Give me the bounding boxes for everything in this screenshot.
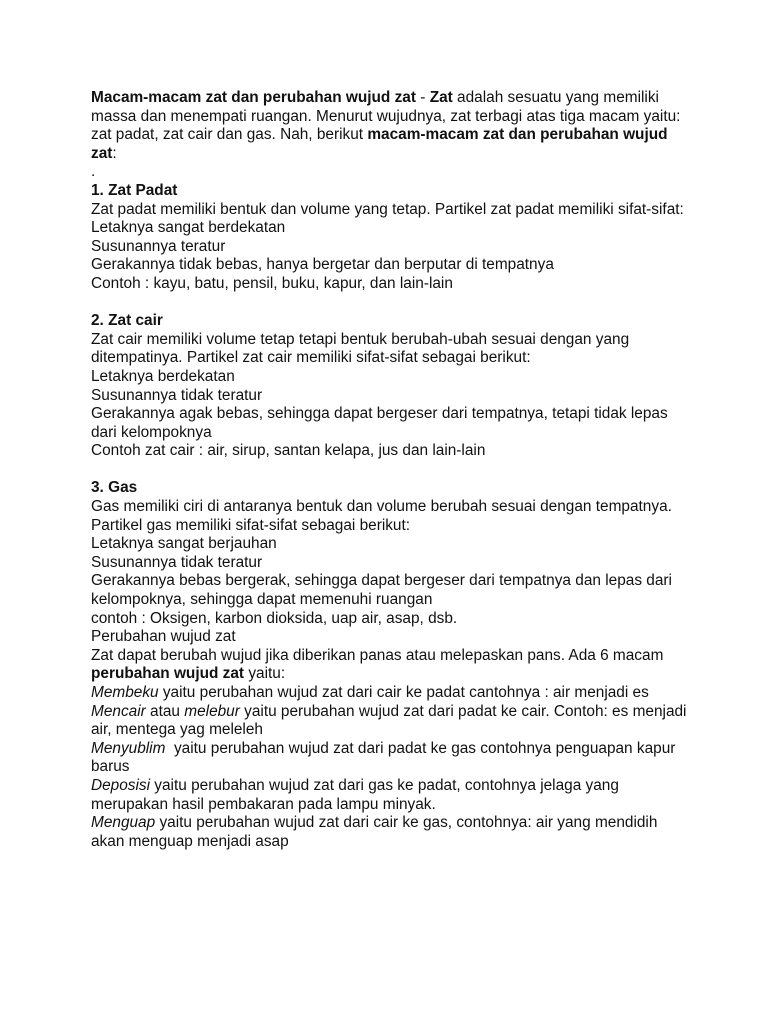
perubahan-title: Perubahan wujud zat	[91, 628, 236, 646]
gas-property: Susunannya tidak teratur	[91, 553, 263, 571]
intro-colon: :	[112, 144, 117, 162]
perubahan-item-menguap	[91, 814, 691, 851]
document-page	[91, 89, 691, 851]
perubahan-intro-bold: perubahan wujud zat	[91, 665, 245, 683]
term-deposisi: Deposisi	[91, 776, 151, 794]
definition-membeku: yaitu perubahan wujud zat dari cair ke padat cantohnya : air menjadi es	[158, 684, 649, 701]
gas-property: Letaknya sangat berjauhan	[91, 535, 277, 553]
term-melebur: melebur	[184, 702, 240, 720]
term-menyublim: Menyublim	[91, 739, 166, 757]
gas-example: contoh : Oksigen, karbon dioksida, uap air, asap, dsb.	[91, 609, 458, 627]
definition-menguap: yaitu perubahan wujud zat dari cair ke gas, contohnya: air yang mendidih akan menguap menjadi asap	[91, 814, 658, 850]
perubahan-intro	[91, 647, 691, 684]
perubahan-intro-text: Zat dapat berubah wujud jika diberikan panas atau melepaskan pans. Ada 6 macam	[91, 646, 664, 664]
term-mencair: Mencair	[91, 702, 146, 720]
padat-example: Contoh : kayu, batu, pensil, buku, kapur, dan lain-lain	[91, 274, 453, 292]
gas-description: Gas memiliki ciri di antaranya bentuk dan volume berubah sesuai dengan tempatnya. Partikel gas memiliki sifat-sifat sebagai berikut:	[91, 498, 672, 534]
definition-deposisi: yaitu perubahan wujud zat dari gas ke padat, contohnya jelaga yang merupakan hasil pembakaran pada lampu minyak.	[91, 776, 619, 813]
intro-emphasis: macam-macam zat dan perubahan wujud zat	[91, 126, 668, 162]
padat-description: Zat padat memiliki bentuk dan volume yang tetap. Partikel zat padat memiliki sifat-sifat:	[91, 200, 684, 218]
cair-property: Gerakannya agak bebas, sehingga dapat bergeser dari tempatnya, tetapi tidak lepas dari kelompoknya	[91, 405, 668, 441]
perubahan-item-deposisi	[91, 777, 691, 814]
spacer	[91, 461, 691, 480]
heading-zat-padat: 1. Zat Padat	[91, 181, 178, 199]
spacer	[91, 294, 691, 313]
cair-description: Zat cair memiliki volume tetap tetapi bentuk berubah-ubah sesuai dengan yang ditempatinya. Partikel zat cair memiliki sifat-sifat sebagai berikut:	[91, 330, 630, 367]
intro-title: Macam-macam zat dan perubahan wujud zat	[91, 89, 416, 106]
term-menguap: Menguap	[91, 814, 156, 832]
term-membeku: Membeku	[91, 684, 159, 701]
intro-text: adalah sesuatu yang memiliki massa dan menempati ruangan. Menurut wujudnya, zat terbagi atas tiga macam yaitu: zat padat, zat cair dan gas. Nah, berikut	[91, 89, 681, 144]
cair-property: Letaknya berdekatan	[91, 367, 235, 385]
definition-menyublim: yaitu perubahan wujud zat dari padat ke gas contohnya penguapan kapur barus	[91, 739, 680, 776]
heading-zat-cair: 2. Zat cair	[91, 312, 163, 330]
perubahan-item-membeku	[91, 684, 691, 703]
padat-property: Letaknya sangat berdekatan	[91, 219, 286, 237]
padat-property: Gerakannya tidak bebas, hanya bergetar dan berputar di tempatnya	[91, 256, 554, 274]
perubahan-intro-end: yaitu:	[244, 665, 286, 683]
separator-dot: .	[91, 163, 96, 181]
intro-zat: Zat	[429, 89, 453, 106]
cair-example: Contoh zat cair : air, sirup, santan kelapa, jus dan lain-lain	[91, 442, 486, 460]
perubahan-item-mencair	[91, 703, 691, 740]
connector-atau: atau	[145, 702, 185, 720]
gas-property: Gerakannya bebas bergerak, sehingga dapat bergeser dari tempatnya dan lepas dari kelompoknya, sehingga dapat memenuhi ruangan	[91, 572, 672, 609]
perubahan-item-menyublim	[91, 740, 691, 777]
definition-mencair: yaitu perubahan wujud zat dari padat ke cair. Contoh: es menjadi air, mentega yag meleleh	[91, 702, 687, 739]
intro-dash: -	[416, 89, 430, 106]
intro-paragraph	[91, 89, 691, 163]
padat-property: Susunannya teratur	[91, 237, 226, 255]
cair-property: Susunannya tidak teratur	[91, 386, 263, 404]
heading-gas: 3. Gas	[91, 479, 138, 497]
